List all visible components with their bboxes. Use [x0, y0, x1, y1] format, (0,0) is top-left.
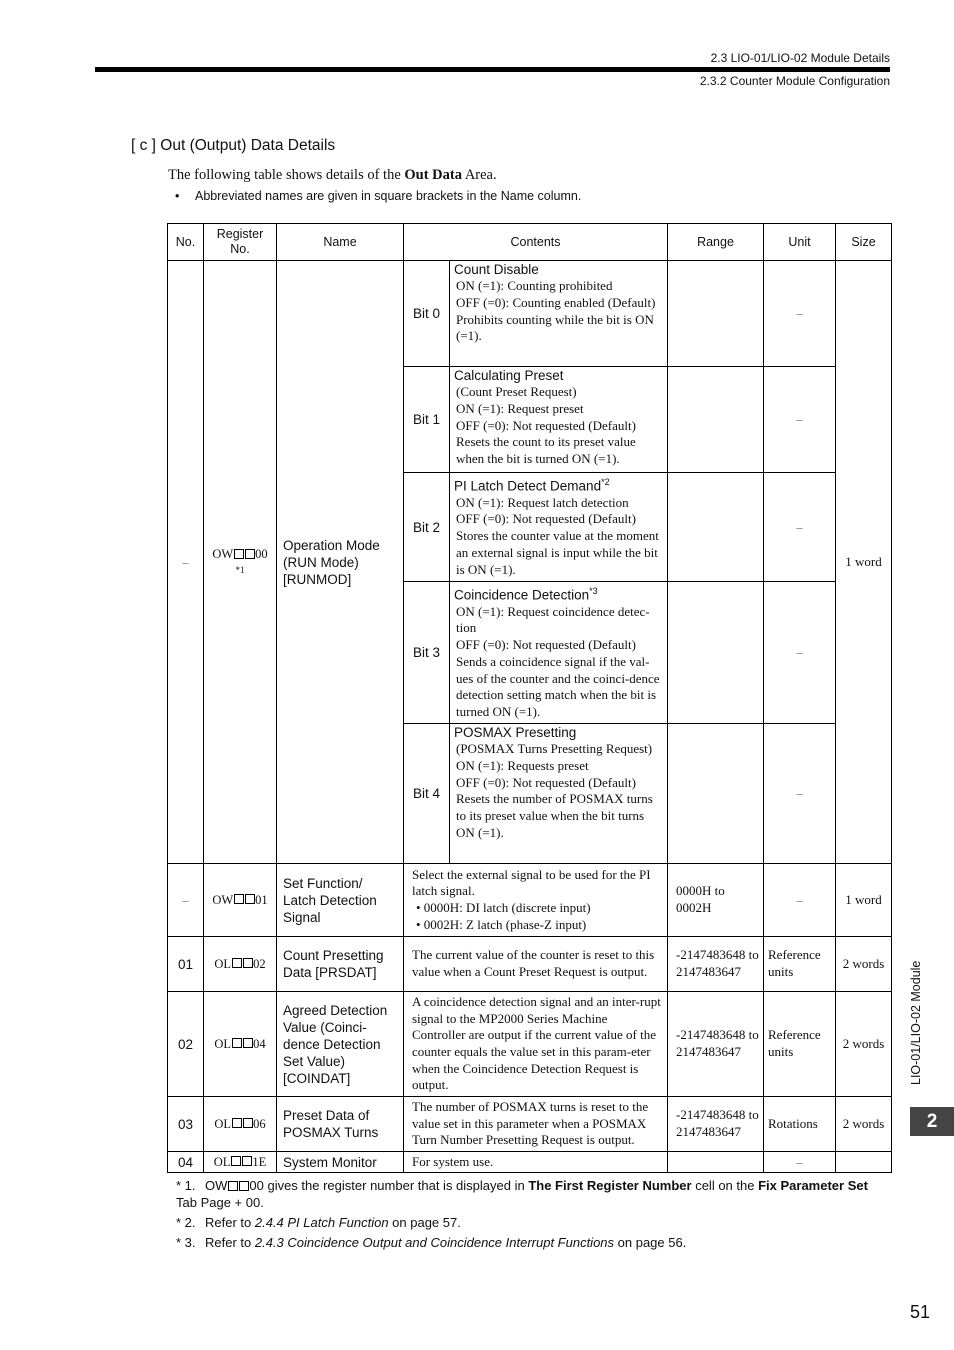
bit-range: [668, 473, 764, 582]
bit-contents: Count Disable ON (=1): Counting prohibited OFF (=0): Counting enabled (Default) Prohibits counting while the bit is ON (=1).: [450, 261, 668, 367]
row-contents: The number of POSMAX turns is reset to the value set in this parameter when a POSMAX Turn Number Presetting Request is output.: [404, 1097, 668, 1152]
table-row: [168, 261, 892, 367]
row-size: [836, 1152, 892, 1173]
row-range: -2147483648 to 2147483647: [668, 937, 764, 992]
bit-contents: POSMAX Presetting (POSMAX Turns Presetting Request) ON (=1): Requests preset OFF (=0): Not requested (Default) Resets the number of POSMAX turns to its preset value when the bit turns ON (=1).: [450, 724, 668, 864]
row-contents: The current value of the counter is reset to this value when a Count Preset Request is output.: [404, 937, 668, 992]
section-title: [ c ] Out (Output) Data Details: [131, 137, 336, 154]
row-register: OL 04: [204, 992, 277, 1097]
header-unit: Unit: [764, 224, 836, 261]
row-contents: For system use.: [404, 1152, 668, 1173]
row-size: 2 words: [836, 992, 892, 1097]
row-unit: Rotations: [764, 1097, 836, 1152]
row-contents: Select the external signal to be used for the PI latch signal. • 0000H: DI latch (discrete input) • 0002H: Z latch (phase-Z input): [404, 864, 668, 937]
bit-contents: PI Latch Detect Demand$^{*2}$ ON (=1): Request latch detection OFF (=0): Not requested (Default) Stores the counter value at the moment an external signal is input while the bit is ON (=1).: [450, 473, 668, 582]
row-range: -2147483648 to 2147483647: [668, 992, 764, 1097]
bit-label: Bit 2: [404, 473, 450, 582]
side-chapter-label: LIO-01/LIO-02 Module: [909, 960, 923, 1085]
bit-unit: –: [764, 473, 836, 582]
row-range: 0000H to 0002H: [668, 864, 764, 937]
table-row: [168, 864, 892, 937]
footnote-3: * 3. Refer to 2.4.3 Coincidence Output and Coincidence Interrupt Functions on page 56.: [176, 1235, 687, 1250]
row-name: Set Function/ Latch Detection Signal: [277, 864, 404, 937]
bit-range: [668, 367, 764, 473]
row-contents: A coincidence detection signal and an inter-rupt signal to the MP2000 Series Machine Controller are output if the current value of the counter equals the value set in this param-eter when the Coincidence Detection Request is output.: [404, 992, 668, 1097]
header-register: Register No.: [204, 224, 277, 261]
row-size: 1 word: [836, 864, 892, 937]
row-no: 04: [168, 1152, 204, 1173]
chapter-tab: 2: [910, 1107, 954, 1136]
row-register: OL 1E: [204, 1152, 277, 1173]
out-data-table: [167, 223, 892, 1173]
bit-range: [668, 582, 764, 724]
row-no: 03: [168, 1097, 204, 1152]
header-no: No.: [168, 224, 204, 261]
page-number: 51: [909, 1302, 930, 1322]
row-range: [668, 1152, 764, 1173]
row-name: Agreed Detection Value (Coinci-dence Detection Set Value) [COINDAT]: [277, 992, 404, 1097]
header-range: Range: [668, 224, 764, 261]
bit-contents: Calculating Preset (Count Preset Request) ON (=1): Request preset OFF (=0): Not requested (Default) Resets the count to its preset value when the bit is turned ON (=1).: [450, 367, 668, 473]
bit-label: Bit 1: [404, 367, 450, 473]
bit-unit: –: [764, 582, 836, 724]
row-unit: –: [764, 864, 836, 937]
header-name: Name: [277, 224, 404, 261]
bit-unit: –: [764, 724, 836, 864]
bit-range: [668, 724, 764, 864]
row-name: Preset Data of POSMAX Turns: [277, 1097, 404, 1152]
bit-label: Bit 0: [404, 261, 450, 367]
row-name: System Monitor: [277, 1152, 404, 1173]
bit-unit: –: [764, 261, 836, 367]
table-header-row: [168, 224, 892, 261]
row-register: OL 06: [204, 1097, 277, 1152]
row-no: 01: [168, 937, 204, 992]
row-register: OL 02: [204, 937, 277, 992]
footnote-2: * 2. Refer to 2.4.4 PI Latch Function on page 57.: [176, 1215, 461, 1230]
bullet-note: • Abbreviated names are given in square brackets in the Name column.: [175, 189, 582, 203]
table-row: [168, 937, 892, 992]
bit-label: Bit 4: [404, 724, 450, 864]
bit-unit: –: [764, 367, 836, 473]
table-row: [168, 1152, 892, 1173]
row-name: Operation Mode (RUN Mode) [RUNMOD]: [277, 261, 404, 864]
row-no: –: [168, 864, 204, 937]
header-contents: Contents: [404, 224, 668, 261]
row-size: 1 word: [836, 261, 892, 864]
intro-text: The following table shows details of the Out Data Area.: [168, 167, 497, 183]
row-register: OW 01: [204, 864, 277, 937]
footnote-1: * 1. OW 00 gives the register number that is displayed in The First Register Number cell on the Fix Parameter Set Tab Page + 00.: [176, 1178, 868, 1210]
header-rule: [95, 67, 890, 72]
row-unit: Reference units: [764, 992, 836, 1097]
table-row: [168, 992, 892, 1097]
row-size: 2 words: [836, 1097, 892, 1152]
row-unit: –: [764, 1152, 836, 1173]
header-subsection-ref: 2.3.2 Counter Module Configuration: [699, 74, 890, 88]
header-size: Size: [836, 224, 892, 261]
bit-label: Bit 3: [404, 582, 450, 724]
row-no: 02: [168, 992, 204, 1097]
row-register: OW 00 *1: [204, 261, 277, 864]
row-range: -2147483648 to 2147483647: [668, 1097, 764, 1152]
table-row: [168, 1097, 892, 1152]
row-size: 2 words: [836, 937, 892, 992]
bit-range: [668, 261, 764, 367]
row-name: Count Presetting Data [PRSDAT]: [277, 937, 404, 992]
row-no: –: [168, 261, 204, 864]
header-section-ref: 2.3 LIO-01/LIO-02 Module Details: [710, 51, 890, 65]
bit-contents: Coincidence Detection$^{*3}$ ON (=1): Request coincidence detec-tion OFF (=0): Not requested (Default) Sends a coincidence signal if the val-ues of the counter and the coinci-dence detection setting match when the bit is turned ON (=1).: [450, 582, 668, 724]
row-unit: Reference units: [764, 937, 836, 992]
